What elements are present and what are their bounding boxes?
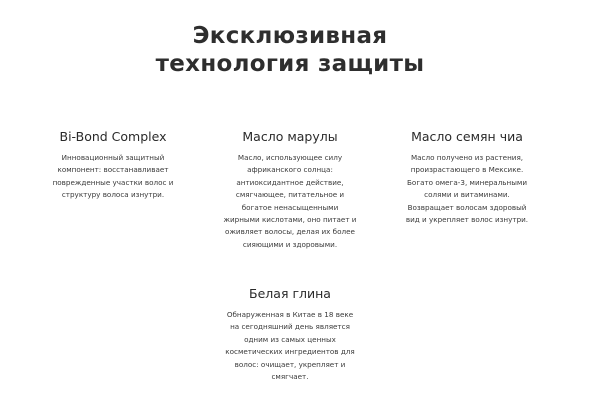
feature-bi-bond-complex bbox=[23, 129, 203, 202]
section-title: Эксклюзивная технология защиты bbox=[155, 23, 425, 77]
feature-chia-seed-oil bbox=[377, 129, 557, 226]
feature-description: Обнаруженная в Китае в 18 веке на сегодняшний день является одним из самых ценных косметических ингредиентов для волос: очищает, укрепляет и смягчает. bbox=[225, 310, 355, 382]
feature-description: Инновационный защитный компонент: восстанавливает поврежденные участки волос и структуру волоса изнутри. bbox=[52, 153, 174, 200]
feature-title: Белая глина bbox=[249, 286, 331, 301]
feature-white-clay bbox=[200, 286, 380, 383]
feature-title: Масло марулы bbox=[242, 129, 338, 144]
feature-title: Масло семян чиа bbox=[411, 129, 523, 144]
feature-marula-oil bbox=[200, 129, 380, 251]
feature-title: Bi-Bond Complex bbox=[59, 129, 167, 144]
feature-description: Масло получено из растения, произрастающего в Мексике. Богато омега-3, минеральными солями и витаминами. Возвращает волосам здоровый вид и укрепляет волос изнутри. bbox=[405, 153, 529, 225]
feature-description: Масло, использующее силу африканского солнца: антиоксидантное действие, смягчающее, питательное и богатое ненасыщенными жирными кислотами, оно питает и оживляет волосы, делая их более сияющими и здоровыми. bbox=[223, 153, 357, 249]
